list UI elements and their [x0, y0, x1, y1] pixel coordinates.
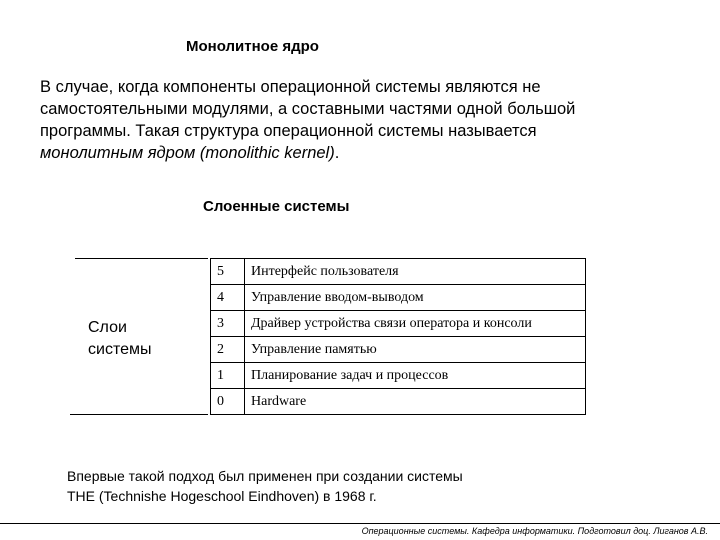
- table-row: [211, 311, 586, 337]
- left-bottom-rule: [70, 414, 208, 415]
- layer-name: Управление памятью: [245, 337, 586, 363]
- monolithic-description: [40, 76, 700, 164]
- table-row: [211, 389, 586, 415]
- layer-number: 2: [211, 337, 245, 363]
- left-top-rule: [75, 258, 208, 259]
- layer-name: Интерфейс пользователя: [245, 259, 586, 285]
- note-line-1: Впервые такой подход был применен при создании системы: [67, 468, 463, 484]
- layer-name: Hardware: [245, 389, 586, 415]
- table-row: [211, 285, 586, 311]
- note-line-2: THE (Technishe Hogeschool Eindhoven) в 1968 г.: [67, 488, 377, 504]
- layer-number: 1: [211, 363, 245, 389]
- layers-table: [210, 258, 586, 415]
- table-row: [211, 363, 586, 389]
- table-row: [211, 337, 586, 363]
- para-line-3: программы. Такая структура операционной системы называется: [40, 122, 537, 140]
- footer-credit: Операционные системы. Кафедра информатики. Подготовил доц. Лиганов А.В.: [361, 526, 708, 536]
- title-monolithic-kernel: Монолитное ядро: [186, 38, 319, 55]
- para-line-4: [40, 142, 700, 164]
- layer-number: 0: [211, 389, 245, 415]
- layer-number: 4: [211, 285, 245, 311]
- para-line-2: самостоятельными модулями, а составными частями одной большой: [40, 100, 576, 118]
- monolithic-term: монолитным ядром (monolithic kernel): [40, 144, 335, 162]
- layers-label-line-1: Слои: [88, 319, 127, 336]
- para-line-1: В случае, когда компоненты операционной системы являются не: [40, 78, 541, 96]
- layer-number: 3: [211, 311, 245, 337]
- layer-name: Планирование задач и процессов: [245, 363, 586, 389]
- layers-label-line-2: системы: [88, 341, 152, 358]
- table-row: [211, 259, 586, 285]
- layer-number: 5: [211, 259, 245, 285]
- layers-label: [88, 317, 151, 361]
- footer-rule: [0, 523, 720, 524]
- history-note: [67, 466, 667, 506]
- title-layered-systems: Слоенные системы: [203, 198, 350, 215]
- layer-name: Управление вводом-выводом: [245, 285, 586, 311]
- para-line-4-end: .: [334, 144, 340, 162]
- layer-name: Драйвер устройства связи оператора и консоли: [245, 311, 586, 337]
